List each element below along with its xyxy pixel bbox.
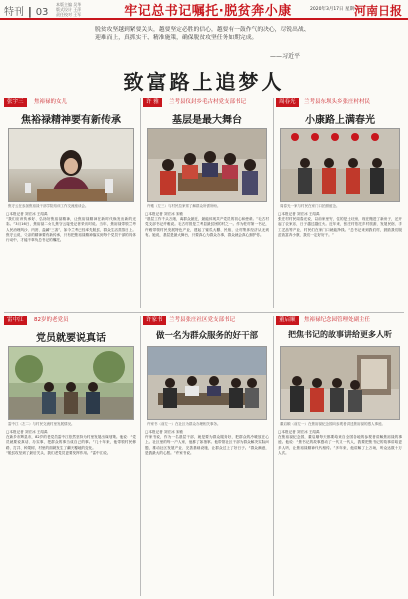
person-tag: 许 雅 [143,98,162,107]
person-tag: 雷中江 [4,316,27,325]
story-photo [280,128,400,202]
section-label: 特刊 | 03 [4,5,49,18]
person-role: 82岁的老党员 [34,317,69,323]
story-photo [147,346,267,420]
issue-date: 2020年3月17日 星期二 [310,7,359,12]
person-role: 兰考县东坝头乡张庄村村民 [304,99,371,105]
newspaper-logo: 河南日报 [353,4,402,18]
story-title: 小康路上满春光 [305,115,375,126]
person-role: 兰考县仪封乡毛古村党支部书记 [169,99,247,105]
story-title: 党员就要说真话 [36,333,106,344]
photo-caption: 焦守云在参加焦裕禄干部学院培训工作交流座谈会。 [8,204,89,208]
story-card [143,98,271,310]
person-tag: 许家书 [143,316,166,325]
photo-caption: 周春光一家与村民在家门口拍照留念。 [280,204,340,208]
person-tag: 张宇三 [4,98,27,107]
main-title: 致富路上追梦人 [123,70,285,94]
story-card [4,316,138,596]
story-body: □本报记者 刘宏冰 王绍禹 张庄村村民周春光说，以前家里穷，住的是土坯房，现在搬进了新房子，还开起了农家乐，日子越过越红火。近年来，张庄村依托乡村旅游，发展民宿、手工艺品等产业，村民们在家门口就能挣钱。“总书记来到我们村，鼓励我们脱贫致富奔小康，我们一定好好干。” [278,212,402,237]
story-photo [8,346,134,420]
page-banner: 牢记总书记嘱托·脱贫奔小康 [124,4,292,19]
leader-quote: 脱贫攻坚越到紧要关头，越要坚定必胜的信心，越要有一鼓作气的决心，尽锐出战、迎难而上，真抓实干、精准施策，确保脱贫攻坚任务如期完成。 [95,27,310,41]
story-title: 基层是最大舞台 [172,115,242,126]
column-divider [273,316,274,596]
story-body: □本报记者 刘宏冰 宋敏 “基层工作千头万绪，离群众最近，最能体现共产党员的初心和使命。”毛古村党支部书记许雅说。毛古村曾是兰考县最贫困的村之一。作为驻村第一书记，许雅带领村民发展特色产业，建起了蜜瓜大棚、民宿，让村集体经济从无到有。她说，基层是最大舞台，只要真心为群众办事，群众就会真心拥护你。 [145,212,269,237]
column-divider [273,98,274,308]
person-tag: 董启顺 [276,316,299,325]
story-card [4,98,138,310]
row-divider [4,312,404,313]
person-role: 兰考县张庄社区党支部书记 [169,317,236,323]
column-divider [140,98,141,308]
story-photo [280,346,400,420]
story-card [143,316,271,596]
story-body: □本报记者 刘宏冰 王绍禹 “我们应该传承好、弘扬好焦裕禄精神，让焦裕禄精神在新时代焕发出新的光彩。”3月16日，焦裕禄二女儿焦守云接受记者采访时说。当年，焦裕禄带领兰考人民治理风沙、内涝、盐碱“三害”，如今兰考已经率先脱贫，群众生活蒸蒸日上。焦守云说，父亲的精神要有新传承，只有把焦裕禄精神落实到每个党员干部的具体行动中，才能不辜负总书记的嘱托。 [6,212,136,243]
person-tag: 周春光 [276,98,299,107]
person-role: 焦裕禄纪念园管理处副主任 [304,317,371,323]
story-card [276,316,404,596]
quote-source: ——习近平 [270,53,301,60]
editor-meta: 本版主编 吴华 版式设计 王萍 责任校对 王军 [56,2,82,17]
column-divider [140,316,141,596]
story-title: 做一名为群众服务的好干部 [155,331,258,341]
story-photo [147,128,267,202]
story-title: 焦裕禄精神要有新传承 [21,115,121,126]
story-title: 把焦书记的故事讲给更多人听 [288,329,392,339]
story-body: □本报记者 刘宏冰 王绍禹 在新乡市辉县市，82岁的老党员雷中江依然坚持为村里发展出谋划策。他说：“党员就要说真话、办实事，把群众的事当成自己的事。”几十年来，他带领村民修路、打井、种果树，村里的面貌发生了翻天覆地的变化。 “脱贫攻坚到了最后关头，我们老党员更要发挥作用。”雷中江说。 [6,430,136,455]
photo-caption: 许家书（前左一）在社区为群众办理相关事务。 [147,422,221,426]
story-photo [8,128,134,202]
story-card [276,98,404,310]
photo-caption: 许雅（左三）与村民拉家常了解群众所需所盼。 [147,204,221,208]
page-header [0,0,408,20]
photo-caption: 董启顺（前左一）在焦裕禄纪念园向参观者讲述焦裕禄的感人事迹。 [280,422,385,426]
story-body: □本报记者 刘宏冰 宋敏 许家书说，作为一名基层干部，就是要为群众服务好，把群众的冷暖放在心上。社区里的每一户人家，他都了如指掌。他带领社区干部为群众解决实际问题，推动社区发展产业、完善基础设施，让群众过上了好日子。“群众满意，是我最大的心愿。”许家书说。 [145,430,269,455]
person-role: 焦裕禄的女儿 [34,99,68,105]
photo-caption: 雷中江（左二）与村民交流村里发展情况。 [8,422,75,426]
story-body: □本报记者 刘宏冰 王绍禹 在焦裕禄纪念园，董启顺每天都要给来自全国各地的参观者讲解焦裕禄的事迹。他说：“焦书记的故事感动了一代又一代人，我要把焦书记的故事讲给更多人听，让焦裕禄精神代代相传。”多年来，他讲解了上万场，听众达数十万人次。 [278,430,402,455]
